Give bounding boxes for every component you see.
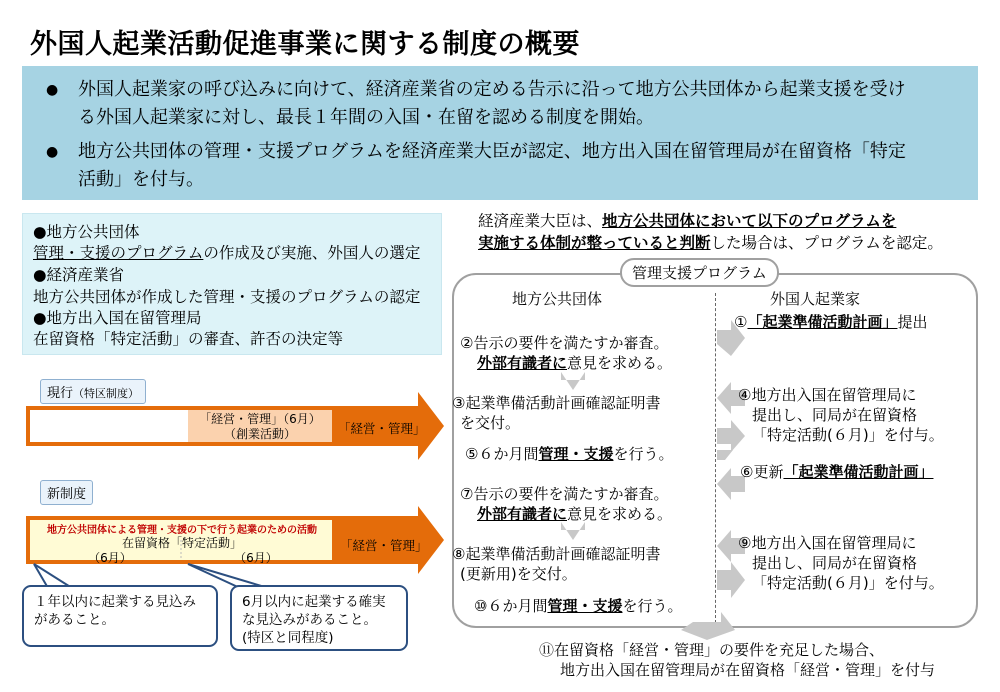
new-system-tag: 新制度: [40, 480, 93, 505]
step-4-line3: 「特定活動(６月)」を付与。: [752, 426, 944, 444]
local-gov-heading: ●地方公共団体: [33, 223, 140, 241]
step-9-line1: ⑨地方出入国在留管理局に: [738, 534, 917, 552]
minister-bold-2: 実施する体制が整っていると判断: [478, 234, 711, 252]
summary-box: [22, 66, 978, 200]
step-6-pre: ⑥更新: [740, 463, 784, 481]
meti-heading: ●経済産業省: [33, 266, 125, 284]
immigration-heading: ●地方出入国在留管理局: [33, 309, 202, 327]
step-1-num: ①: [734, 313, 748, 331]
step-10-post: を行う。: [622, 597, 683, 615]
current-mid-line1: 「経営・管理」（6月）: [199, 412, 321, 426]
step-3-line1: ③起業準備活動計画確認証明書: [452, 394, 661, 412]
local-gov-desc-underlined: 管理・支援のプログラム: [33, 244, 204, 262]
callout-2-line2: な見込みがあること。: [242, 612, 377, 628]
step-7: [460, 484, 672, 524]
page-title: 外国人起業活動促進事業に関する制度の概要: [30, 29, 580, 60]
new-header: 地方公共団体による管理・支援の下で行う起業のための活動: [47, 525, 317, 536]
step-10-pre: ⑩６か月間: [474, 597, 548, 615]
callout-1: １年以内に起業する見込みがあること。: [22, 585, 218, 647]
new-end-label: 「経営・管理」: [340, 538, 428, 553]
arrow-2-to-3: [561, 372, 585, 390]
summary-bullet-1-line1: 外国人起業家の呼び込みに向けて、経済産業省の定める告示に沿って地方公共団体から起業支援を受け: [78, 79, 906, 100]
step-4-line1: ④地方出入国在留管理局に: [738, 386, 917, 404]
summary-bullet-1-line2: る外国人起業家に対し、最長１年間の入国・在留を認める制度を開始。: [78, 107, 654, 128]
step-9-line2: 提出し、同局が在留資格: [752, 554, 918, 572]
minister-bold-1: 地方公共団体において以下のプログラムを: [602, 212, 897, 230]
step-1: [734, 312, 927, 332]
callout-2: [230, 585, 408, 651]
step-6: [740, 462, 933, 482]
callout-2-line1: 6月以内に起業する確実: [242, 594, 386, 610]
step-7-line1: ⑦告示の要件を満たすか審査。: [460, 485, 669, 503]
summary-bullet-2-line1: 地方公共団体の管理・支援プログラムを経済産業大臣が認定、地方出入国在留管理局が在留資格「特定: [78, 141, 906, 162]
local-gov-desc: [33, 241, 420, 263]
col-local-gov: 地方公共団体: [512, 290, 603, 308]
step-4: [738, 385, 944, 445]
step-3-line2: を交付。: [460, 414, 521, 432]
minister-post: した場合は、プログラムを認定。: [710, 234, 943, 252]
current-tag-note: （特区制度）: [73, 387, 140, 400]
meti-desc: 地方公共団体が作成した管理・支援のプログラムの認定: [33, 288, 421, 306]
immigration-desc: 在留資格「特定活動」の審査、許否の決定等: [33, 330, 344, 348]
step-11: [539, 640, 935, 680]
local-gov-desc-rest: の作成及び実施、外国人の選定: [203, 244, 421, 262]
bullet-dot-icon: ●: [46, 82, 59, 98]
step-2: [460, 333, 672, 373]
minister-pre: 経済産業大臣は、: [478, 212, 603, 230]
current-end-label: 「経営・管理」: [338, 421, 426, 436]
step-2-bold: 外部有識者に: [477, 354, 568, 372]
step-11-line1: ⑪在留資格「経営・管理」の要件を充足した場合、: [539, 641, 885, 659]
step-5-pre: ⑤６か月間: [465, 445, 539, 463]
step-7-bold: 外部有識者に: [477, 505, 568, 523]
arrow-to-11: [681, 612, 735, 640]
new-period-2: （6月）: [234, 551, 278, 565]
step-3: [452, 393, 660, 433]
step-1-post: 提出: [897, 313, 928, 331]
step-10: [474, 596, 682, 616]
step-9-line3: 「特定活動(６月)」を付与。: [752, 574, 944, 592]
step-11-line2: 地方出入国在留管理局が在留資格「経営・管理」を付与: [560, 661, 936, 679]
step-1-bold: 「起業準備活動計画」: [747, 313, 898, 331]
step-10-bold: 管理・支援: [547, 597, 623, 615]
current-mid-label: [188, 412, 332, 442]
col-entrepreneur: 外国人起業家: [770, 290, 861, 308]
step-5: [465, 444, 673, 464]
summary-bullet-2-line2: 活動」を付与。: [78, 169, 204, 190]
current-tag-label: 現行: [47, 386, 74, 401]
step-2-post: 意見を求める。: [567, 354, 673, 372]
step-8-line1: ⑧起業準備活動計画確認証明書: [452, 545, 661, 563]
step-5-bold: 管理・支援: [538, 445, 614, 463]
arrow-7-to-8: [561, 522, 585, 540]
current-blank-segment: [30, 410, 188, 442]
current-mid-line2: （創業活動）: [223, 427, 296, 441]
step-6-bold: 「起業準備活動計画」: [783, 463, 934, 481]
step-8-line2: (更新用)を交付。: [460, 565, 577, 583]
step-5-post: を行う。: [613, 445, 674, 463]
callout-2-line3: (特区と同程度): [242, 630, 334, 646]
new-period-1: （6月）: [88, 551, 132, 565]
new-status-label: 在留資格「特定活動」: [121, 536, 242, 550]
step-8: [452, 544, 660, 584]
arrow-5-to-6: [717, 450, 733, 460]
roles-box: [22, 213, 442, 355]
step-2-line1: ②告示の要件を満たすか審査。: [460, 334, 669, 352]
bullet-dot-icon: ●: [46, 144, 59, 160]
program-label: 管理支援プログラム: [620, 258, 779, 287]
step-4-line2: 提出し、同局が在留資格: [752, 406, 918, 424]
step-9: [738, 533, 944, 593]
step-7-post: 意見を求める。: [567, 505, 673, 523]
minister-statement: [478, 210, 943, 254]
